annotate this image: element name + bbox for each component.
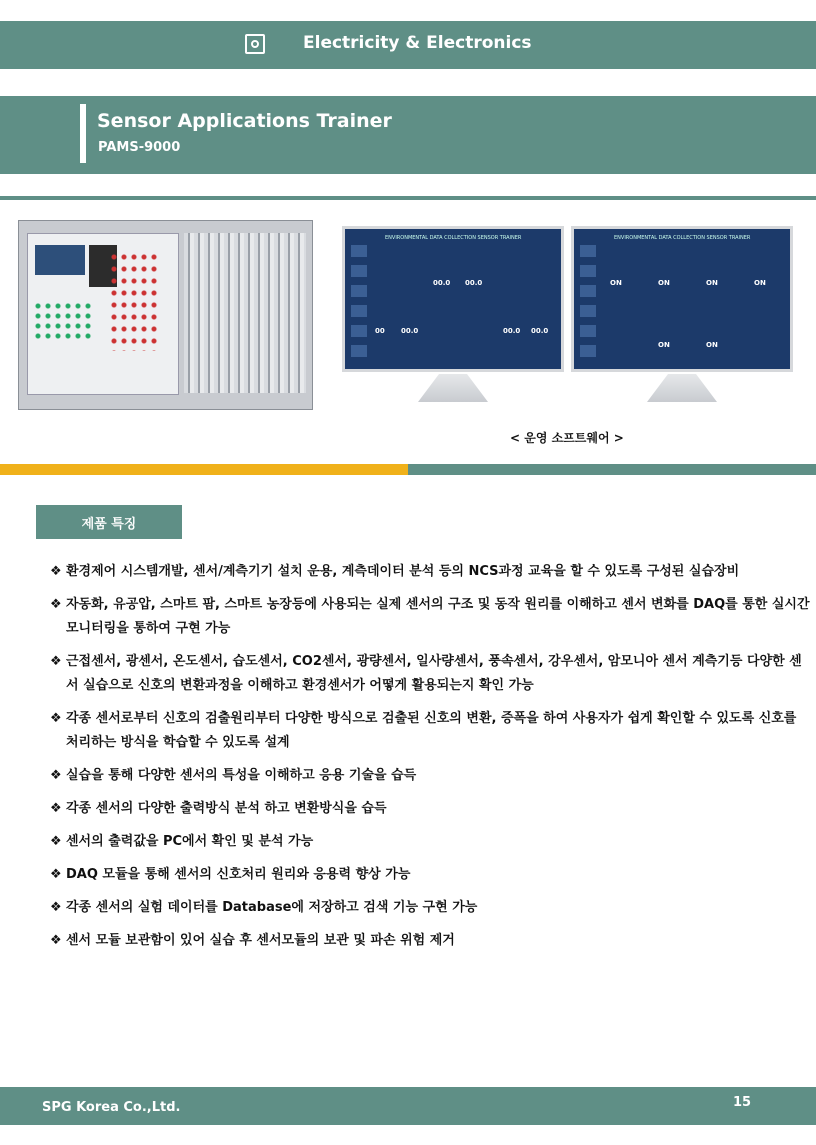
bullet-icon: ❖ <box>50 768 62 783</box>
list-item: ❖ 실습을 통해 다양한 센서의 특성을 이해하고 응용 기술을 습득 <box>50 764 810 788</box>
title-accent-bar <box>80 104 86 163</box>
reading-2: 00.0 <box>465 279 483 287</box>
status-on-1: ON <box>610 279 622 287</box>
bullet-icon: ❖ <box>50 564 62 579</box>
list-item: ❖ 근접센서, 광센서, 온도센서, 습도센서, CO2센서, 광량센서, 일사량센서, 풍속센서, 강우센서, 암모니아 센서 계측기등 다양한 센서 실습으로 신호의 변환과정을 이해하고 환경센서가 어떻게 활용되는지 확인 가능 <box>50 650 810 698</box>
status-on-3: ON <box>706 279 718 287</box>
reading-4: 00.0 <box>401 327 419 335</box>
status-on-4: ON <box>754 279 766 287</box>
bullet-icon: ❖ <box>50 801 62 816</box>
bullet-icon: ❖ <box>50 900 62 915</box>
divider-teal-right <box>408 464 816 475</box>
monitor-screen <box>571 226 793 372</box>
list-item: ❖ 각종 센서의 다양한 출력방식 분석 하고 변환방식을 습득 <box>50 797 810 821</box>
bullet-icon: ❖ <box>50 834 62 849</box>
software-monitor-2 <box>571 226 793 408</box>
software-caption: < 운영 소프트웨어 > <box>510 431 624 445</box>
bullet-icon: ❖ <box>50 711 62 726</box>
product-model: PAMS-9000 <box>98 140 181 155</box>
page-footer <box>0 1087 816 1125</box>
list-item: ❖ 자동화, 유공압, 스마트 팜, 스마트 농장등에 사용되는 실제 센서의 구조 및 동작 원리를 이해하고 센서 변화를 DAQ를 통한 실시간 모니터링을 통하여 구현 가능 <box>50 593 810 641</box>
reading-3: 00 <box>375 327 385 335</box>
reading-6: 00.0 <box>531 327 549 335</box>
terminal-jacks <box>33 301 93 341</box>
bullet-icon: ❖ <box>50 933 62 948</box>
menu-sidebar <box>351 245 367 365</box>
list-item: ❖ 각종 센서로부터 신호의 검출원리부터 다양한 방식으로 검출된 신호의 변환, 증폭을 하여 사용자가 쉽게 확인할 수 있도록 신호를 처리하는 방식을 학습할 수 있도록 설계 <box>50 707 810 755</box>
feature-list <box>50 560 810 962</box>
software-monitor-1 <box>342 226 564 408</box>
list-item: ❖ DAQ 모듈을 통해 센서의 신호처리 원리와 응용력 향상 가능 <box>50 863 810 887</box>
terminal-jacks-red <box>109 251 159 351</box>
list-item: ❖ 센서의 출력값을 PC에서 확인 및 분석 가능 <box>50 830 810 854</box>
bullet-icon: ❖ <box>50 597 62 612</box>
product-title: Sensor Applications Trainer <box>97 110 392 132</box>
screen-header: ENVIRONMENTAL DATA COLLECTION SENSOR TRAINER <box>385 235 522 241</box>
trainer-photo <box>18 220 313 410</box>
monitor-stand <box>647 374 717 402</box>
sensor-storage-grille <box>184 233 306 393</box>
status-on-2: ON <box>658 279 670 287</box>
top-category-bar <box>0 21 816 69</box>
bullet-icon: ❖ <box>50 867 62 882</box>
menu-sidebar <box>580 245 596 365</box>
status-on-5: ON <box>658 341 670 349</box>
list-item: ❖ 각종 센서의 실험 데이터를 Database에 저장하고 검색 기능 구현 가능 <box>50 896 810 920</box>
electric-plug-icon <box>245 34 265 54</box>
status-on-6: ON <box>706 341 718 349</box>
product-title-bar <box>0 96 816 174</box>
category-title: Electricity & Electronics <box>303 33 532 53</box>
page-number: 15 <box>733 1095 752 1110</box>
divider-gold <box>0 464 408 475</box>
features-heading: 제품 특징 <box>36 505 182 539</box>
monitor-screen <box>342 226 564 372</box>
screen-header: ENVIRONMENTAL DATA COLLECTION SENSOR TRAINER <box>614 235 751 241</box>
company-name: SPG Korea Co.,Ltd. <box>42 1100 181 1115</box>
reading-1: 00.0 <box>433 279 451 287</box>
daq-module <box>35 245 85 275</box>
bullet-icon: ❖ <box>50 654 62 669</box>
monitor-stand <box>418 374 488 402</box>
reading-5: 00.0 <box>503 327 521 335</box>
divider-teal <box>0 196 816 200</box>
list-item: ❖ 환경제어 시스템개발, 센서/계측기기 설치 운용, 계측데이터 분석 등의 NCS과정 교육을 할 수 있도록 구성된 실습장비 <box>50 560 810 584</box>
list-item: ❖ 센서 모듈 보관함이 있어 실습 후 센서모듈의 보관 및 파손 위험 제거 <box>50 929 810 953</box>
